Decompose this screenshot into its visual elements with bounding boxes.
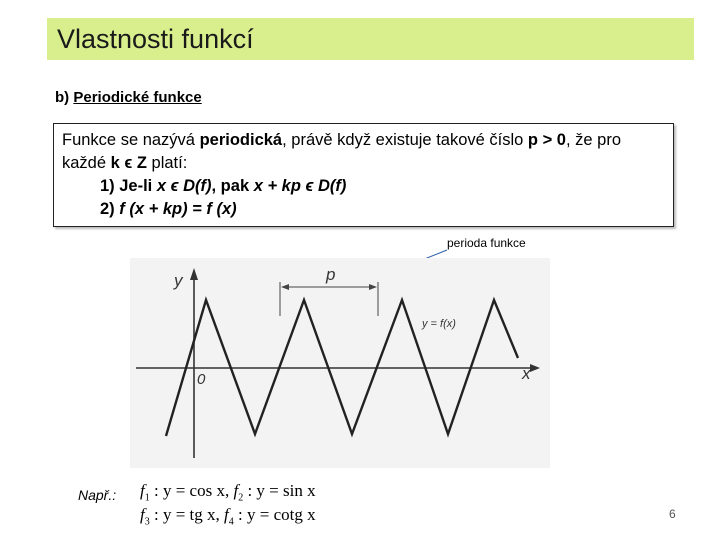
def-text: každé — [62, 154, 111, 172]
x-axis-label: x — [522, 364, 531, 383]
example-formula-1 — [140, 481, 316, 503]
period-annotation: perioda funkce — [447, 236, 526, 250]
function-name: f — [140, 481, 145, 500]
cond-text: , pak — [211, 177, 254, 195]
example-label: Např.: — [78, 487, 117, 503]
cond-math: f (x + kp) = f (x) — [119, 200, 237, 218]
definition-condition-1 — [62, 175, 665, 198]
function-index: 1 — [144, 492, 150, 504]
slide-title: Vlastnosti funkcí — [57, 24, 254, 54]
section-prefix: b) — [55, 89, 70, 106]
period-label: p — [326, 265, 336, 284]
function-index: 3 — [144, 516, 150, 528]
cond-math: x + kp ϵ D(f) — [253, 177, 347, 195]
example-formula-2 — [140, 505, 316, 527]
definition-line-2 — [62, 152, 665, 175]
function-definition: : y = tg x, — [149, 505, 225, 524]
function-definition: : y = cotg x — [233, 505, 316, 524]
function-label: y = f(x) — [422, 318, 456, 330]
section-heading — [55, 89, 202, 106]
function-name: f — [140, 505, 145, 524]
def-text: , právě když existuje takové číslo — [282, 131, 528, 149]
def-text: , že pro — [565, 131, 621, 149]
def-text: Funkce se nazývá — [62, 131, 200, 149]
graph-background — [130, 258, 550, 468]
def-term: periodická — [199, 131, 283, 149]
origin-label: 0 — [197, 371, 206, 388]
section-title: Periodické funkce — [73, 89, 202, 106]
cond-math: x ϵ D(f) — [156, 177, 212, 195]
page-number: 6 — [669, 507, 676, 521]
title-bar — [47, 18, 694, 60]
function-index: 2 — [238, 492, 244, 504]
function-index: 4 — [228, 516, 234, 528]
function-name: f — [224, 505, 229, 524]
definition-line-1 — [62, 129, 665, 152]
function-name: f — [233, 481, 239, 500]
def-condition: k ϵ Z — [110, 154, 147, 172]
y-axis-label: y — [174, 271, 183, 290]
function-definition: : y = sin x — [243, 481, 316, 500]
function-definition: : y = cos x, — [149, 481, 234, 500]
definition-box — [53, 123, 674, 227]
def-text: platí: — [146, 154, 188, 172]
cond-text: 2) — [100, 200, 120, 218]
def-condition: p > 0 — [527, 131, 566, 149]
definition-condition-2 — [62, 198, 665, 221]
cond-text: 1) Je-li — [100, 177, 157, 195]
periodic-function-graph — [130, 258, 550, 468]
